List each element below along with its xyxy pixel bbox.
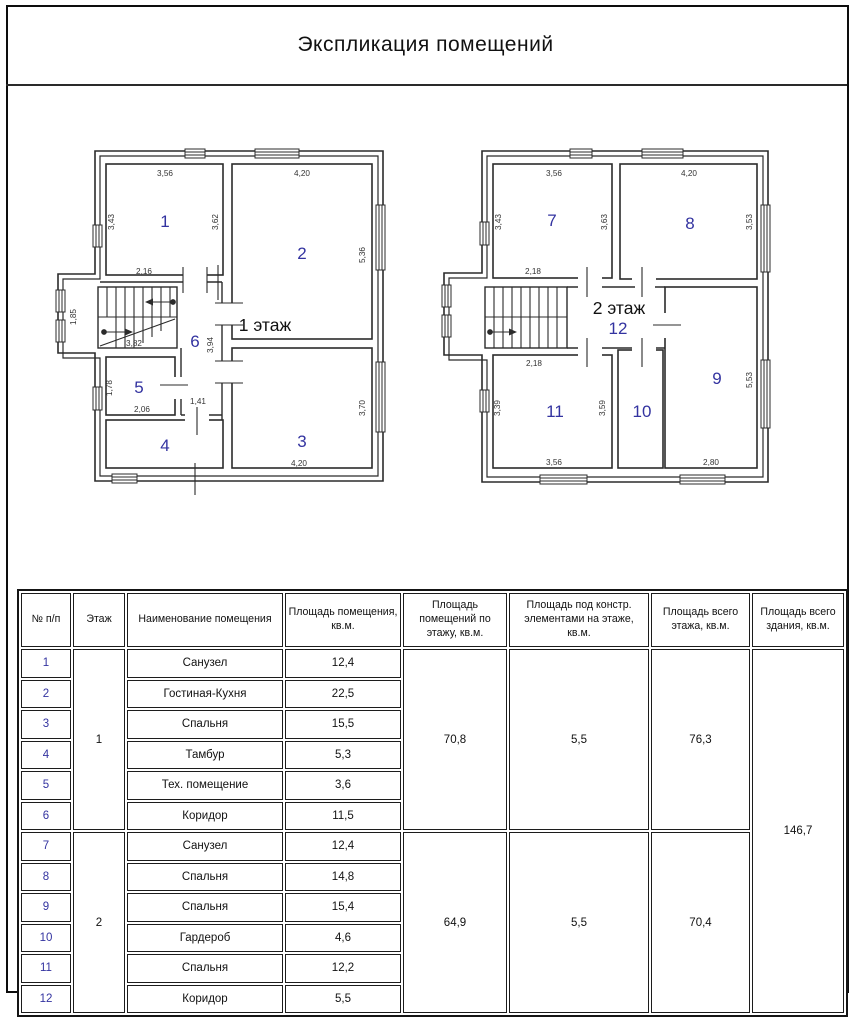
room-name: Спальня: [127, 954, 283, 983]
header-floor-total-area: Площадь всего этажа, кв.м.: [651, 593, 750, 647]
floor2-room-number-11: 11: [546, 402, 564, 421]
floor2-room-number-10: 10: [632, 402, 652, 421]
floor1-room-number-4: 4: [160, 436, 170, 455]
row-num: 11: [21, 954, 71, 983]
dim-f1-r1-left: 3,43: [107, 214, 116, 230]
dim-f1-corridor-right: 3,94: [206, 337, 215, 353]
room-name: Санузел: [127, 832, 283, 861]
dim-f1-corridor-top: 2,16: [136, 267, 152, 276]
dim-f2-r11-bottom: 3,56: [546, 458, 562, 467]
floor1-room-number-1: 1: [160, 212, 170, 231]
dim-f1-r6-bottom: 1,41: [190, 397, 206, 406]
floor-2-construction-area: 5,5: [509, 832, 649, 1013]
floor-2-total-area: 70,4: [651, 832, 750, 1013]
room-area: 15,4: [285, 893, 401, 922]
floor-1-construction-area: 5,5: [509, 649, 649, 830]
floor-1-cell: 1: [73, 649, 125, 830]
row-num: 9: [21, 893, 71, 922]
floor1-label: 1 этаж: [238, 315, 292, 335]
floor1-room-number-3: 3: [297, 432, 307, 451]
dim-f1-r3-right: 3,70: [358, 400, 367, 416]
row-num: 7: [21, 832, 71, 861]
floor2-room-number-7: 7: [547, 211, 557, 230]
room-name: Спальня: [127, 893, 283, 922]
row-num: 2: [21, 680, 71, 709]
floor1-room-number-6: 6: [190, 332, 200, 351]
dim-f1-stairs-bottom: 3,82: [126, 339, 142, 348]
room-name: Спальня: [127, 863, 283, 892]
row-num: 12: [21, 985, 71, 1014]
row-num: 5: [21, 771, 71, 800]
floor2-room-number-12: 12: [608, 319, 628, 338]
dim-f1-r2-right: 5,36: [358, 247, 367, 263]
dim-f1-r5-bottom: 2,06: [134, 405, 150, 414]
floor1-room-number-5: 5: [134, 378, 144, 397]
room-area: 22,5: [285, 680, 401, 709]
dim-f2-corridor-top: 2,18: [525, 267, 541, 276]
header-construction-area: Площадь под констр. элементами на этаже, кв.м.: [509, 593, 649, 647]
floor-2-rooms-area: 64,9: [403, 832, 507, 1013]
room-area: 12,4: [285, 649, 401, 678]
dim-f2-top-right: 4,20: [681, 169, 697, 178]
dim-f2-r8-right: 3,53: [745, 214, 754, 230]
floor-1-total-area: 76,3: [651, 649, 750, 830]
floor1-room-number-2: 2: [297, 244, 307, 263]
header-room-name: Наименование помещения: [127, 593, 283, 647]
room-name: Гардероб: [127, 924, 283, 953]
room-area: 4,6: [285, 924, 401, 953]
room-area: 5,5: [285, 985, 401, 1014]
floor2-room-number-8: 8: [685, 214, 695, 233]
building-total-area: 146,7: [752, 649, 844, 1013]
floor2-label: 2 этаж: [592, 298, 646, 318]
room-area: 12,4: [285, 832, 401, 861]
header-floor: Этаж: [73, 593, 125, 647]
room-name: Спальня: [127, 710, 283, 739]
explication-table: [17, 589, 848, 1017]
dim-f2-r7-right: 3,63: [600, 214, 609, 230]
room-name: Тамбур: [127, 741, 283, 770]
row-num: 8: [21, 863, 71, 892]
room-area: 3,6: [285, 771, 401, 800]
dim-f2-r11-right: 3,59: [598, 400, 607, 416]
dim-f2-r9-right: 5,53: [745, 372, 754, 388]
row-num: 3: [21, 710, 71, 739]
room-area: 14,8: [285, 863, 401, 892]
floor-2-cell: 2: [73, 832, 125, 1013]
dim-f1-r3-bottom: 4,20: [291, 459, 307, 468]
dim-f2-r7-left: 3,43: [494, 214, 503, 230]
header-floor-rooms-area: Площадь помещений по этажу, кв.м.: [403, 593, 507, 647]
header-building-total-area: Площадь всего здания, кв.м.: [752, 593, 844, 647]
dim-f1-r5-left: 1,78: [105, 380, 114, 396]
room-name: Санузел: [127, 649, 283, 678]
title-band: [6, 5, 845, 84]
floor-plan-2: [435, 135, 795, 500]
room-area: 15,5: [285, 710, 401, 739]
floor-plan-1: [55, 135, 415, 500]
room-area: 5,3: [285, 741, 401, 770]
floor2-room-number-9: 9: [712, 369, 722, 388]
row-num: 10: [21, 924, 71, 953]
dim-f1-top-right: 4,20: [294, 169, 310, 178]
title-separator: [6, 84, 847, 86]
dim-f1-porch-left: 1,85: [69, 309, 78, 325]
table-header-row: [21, 593, 844, 647]
room-name: Тех. помещение: [127, 771, 283, 800]
dim-f2-r11-top: 2,18: [526, 359, 542, 368]
dim-f2-r9-bottom: 2,80: [703, 458, 719, 467]
table-row: [21, 649, 844, 678]
dim-f2-r11-left: 3,39: [493, 400, 502, 416]
page-title: Экспликация помещений: [297, 32, 554, 56]
header-num: № п/п: [21, 593, 71, 647]
dim-f2-top-left: 3,56: [546, 169, 562, 178]
floor2-stairs: [485, 287, 567, 348]
dim-f1-top-left: 3,56: [157, 169, 173, 178]
room-area: 11,5: [285, 802, 401, 831]
dim-f1-r1-right: 3,62: [211, 214, 220, 230]
room-name: Коридор: [127, 985, 283, 1014]
room-name: Гостиная-Кухня: [127, 680, 283, 709]
row-num: 1: [21, 649, 71, 678]
row-num: 6: [21, 802, 71, 831]
floor-1-rooms-area: 70,8: [403, 649, 507, 830]
header-room-area: Площадь помещения, кв.м.: [285, 593, 401, 647]
room-name: Коридор: [127, 802, 283, 831]
row-num: 4: [21, 741, 71, 770]
table-row: [21, 832, 844, 861]
room-area: 12,2: [285, 954, 401, 983]
